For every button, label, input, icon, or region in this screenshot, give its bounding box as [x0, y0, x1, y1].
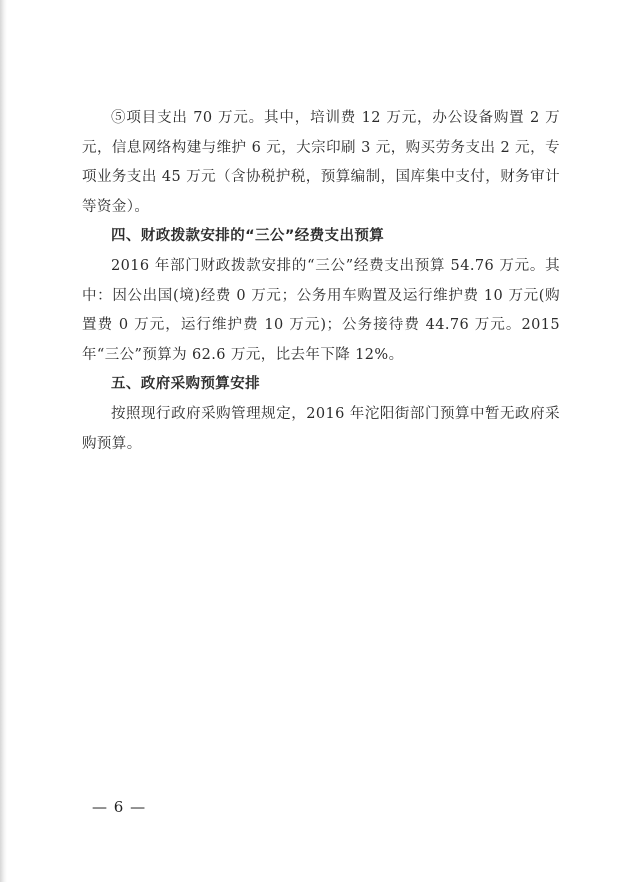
heading-three-public-expenses: 四、财政拨款安排的“三公”经费支出预算 [111, 228, 385, 245]
page-edge-shadow [0, 0, 7, 882]
heading-government-procurement: 五、政府采购预算安排 [111, 376, 260, 393]
paragraph-three-public-expenses: 2016 年部门财政拨款安排的“三公”经费支出预算 54.76 万元。其中：因公出国(境)经费 0 万元；公务用车购置及运行维护费 10 万元(购置费 0 万元，运行维护费 10 万元)；公务接待费 44.76 万元。2015 年“三公”预算为 62.6 万元，比去年下降 12%。 [82, 257, 560, 363]
document-body [82, 104, 560, 459]
paragraph-government-procurement: 按照现行政府采购管理规定，2016 年沱阳街部门预算中暂无政府采购预算。 [82, 405, 560, 452]
page-number: — 6 — [92, 798, 147, 816]
paragraph-project-expenditure: ⑤项目支出 70 万元。其中，培训费 12 万元，办公设备购置 2 万元，信息网络构建与维护 6 元，大宗印刷 3 元，购买劳务支出 2 元，专项业务支出 45 万元（含协税护税，预算编制，国库集中支付，财务审计等资金）。 [82, 110, 560, 215]
